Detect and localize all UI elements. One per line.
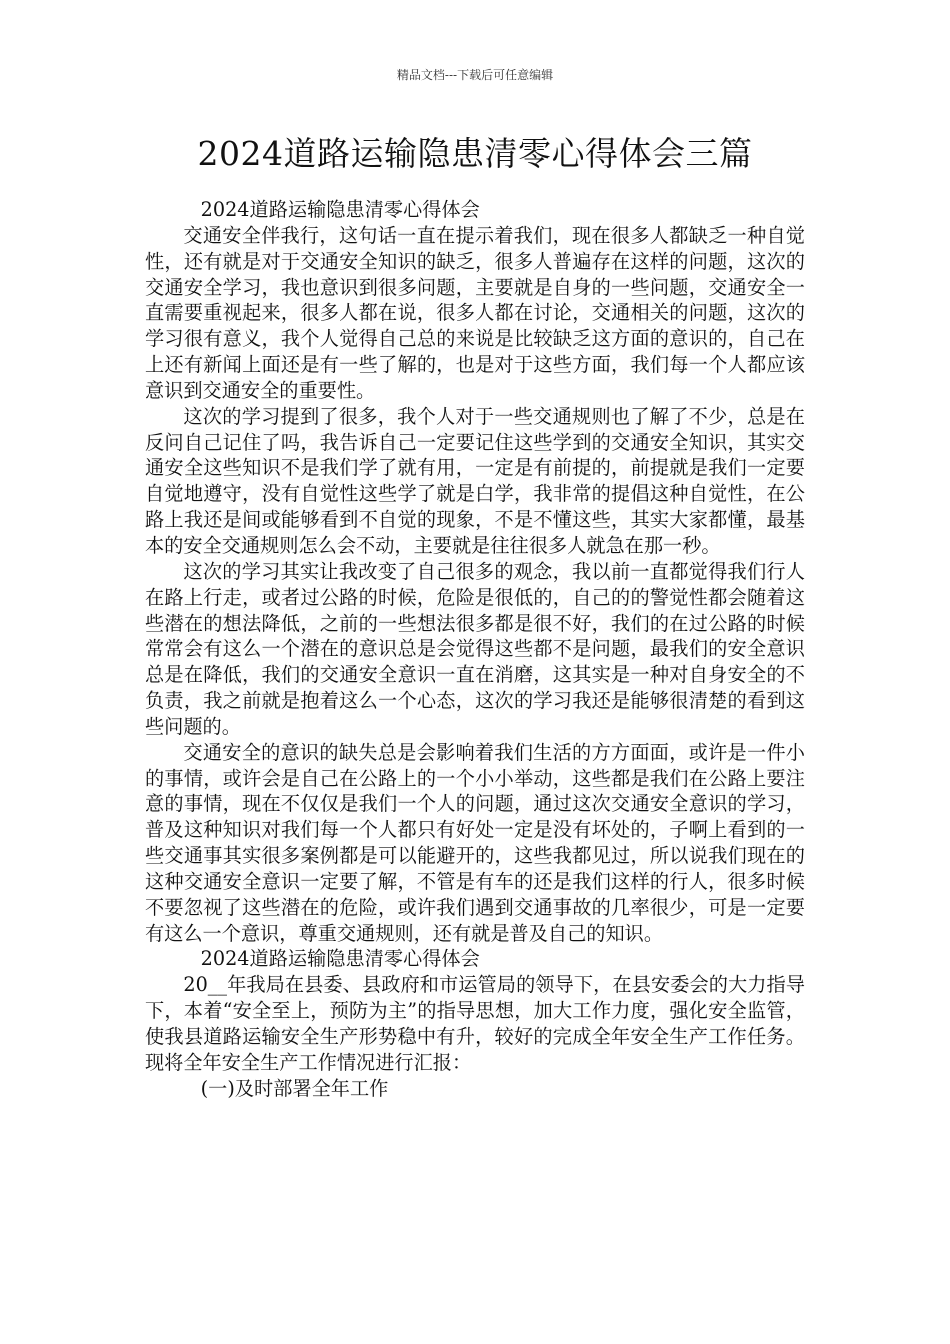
section-subheading: 2024道路运输隐患清零心得体会 (200, 947, 480, 971)
body-paragraph: 这次的学习其实让我改变了自己很多的观念，我以前一直都觉得我们行人在路上行走，或者过公路的时候，危险是很低的，自己的的警觉性都会随着这些潜在的想法降低，之前的一些想法很多都是很不好，我们的在过公路的时候常常会有这么一个潜在的意识总是会觉得这些都不是问题，最我们的安全意识总是在降低，我们的交通安全意识一直在消磨，这其实是一种对自身安全的不负责，我之前就是抱着这么一个心态，这次的学习我还是能够很清楚的看到这些问题的。 (145, 559, 805, 738)
body-paragraph: 20__年我局在县委、县政府和市运管局的领导下，在县安委会的大力指导下，本着“安全至上，预防为主”的指导思想，加大工作力度，强化安全监管，使我县道路运输安全生产形势稳中有升，较好的完成全年安全生产工作任务。现将全年安全生产工作情况进行汇报： (145, 973, 805, 1074)
section-subheading: 2024道路运输隐患清零心得体会 (200, 198, 480, 221)
section-subheading: (一)及时部署全年工作 (200, 1076, 389, 1100)
document-title: 2024道路运输隐患清零心得体会三篇 (197, 134, 753, 173)
body-paragraph: 交通安全伴我行，这句话一直在提示着我们，现在很多人都缺乏一种自觉性，还有就是对于交通安全知识的缺乏，很多人普遍存在这样的问题，这次的交通安全学习，我也意识到很多问题，主要就是自身的一些问题，交通安全一直需要重视起来，很多人都在说，很多人都在讨论，交通相关的问题，这次的学习很有意义，我个人觉得自己总的来说是比较缺乏这方面的意识的，自己在上还有新闻上面还是有一些了解的，也是对于这些方面，我们每一个人都应该意识到交通安全的重要性。 (145, 223, 805, 402)
body-paragraph: 交通安全的意识的缺失总是会影响着我们生活的方方面面，或许是一件小的事情，或许会是自己在公路上的一个小小举动，这些都是我们在公路上要注意的事情，现在不仅仅是我们一个人的问题，通过这次交通安全意识的学习，普及这种知识对我们每一个人都只有好处一定是没有坏处的，子啊上看到的一些交通事其实很多案例都是可以能避开的，这些我都见过，所以说我们现在的这种交通安全意识一定要了解，不管是有车的还是我们这样的行人，很多时候不要忽视了这些潜在的危险，或许我们遇到交通事故的几率很少，可是一定要有这么一个意识，尊重交通规则，还有就是普及自己的知识。 (145, 740, 805, 945)
body-paragraph: 这次的学习提到了很多，我个人对于一些交通规则也了解了不少，总是在反问自己记住了吗，我告诉自己一定要记住这些学到的交通安全知识，其实交通安全这些知识不是我们学了就有用，一定是有前提的，前提就是我们一定要自觉地遵守，没有自觉性这些学了就是白学，我非常的提倡这种自觉性，在公路上我还是间或能够看到不自觉的现象，不是不懂这些，其实大家都懂，最基本的安全交通规则怎么会不动，主要就是往往很多人就急在那一秒。 (145, 404, 805, 557)
page-header: 精品文档---下载后可任意编辑 (396, 68, 554, 82)
document-body (145, 197, 805, 1102)
